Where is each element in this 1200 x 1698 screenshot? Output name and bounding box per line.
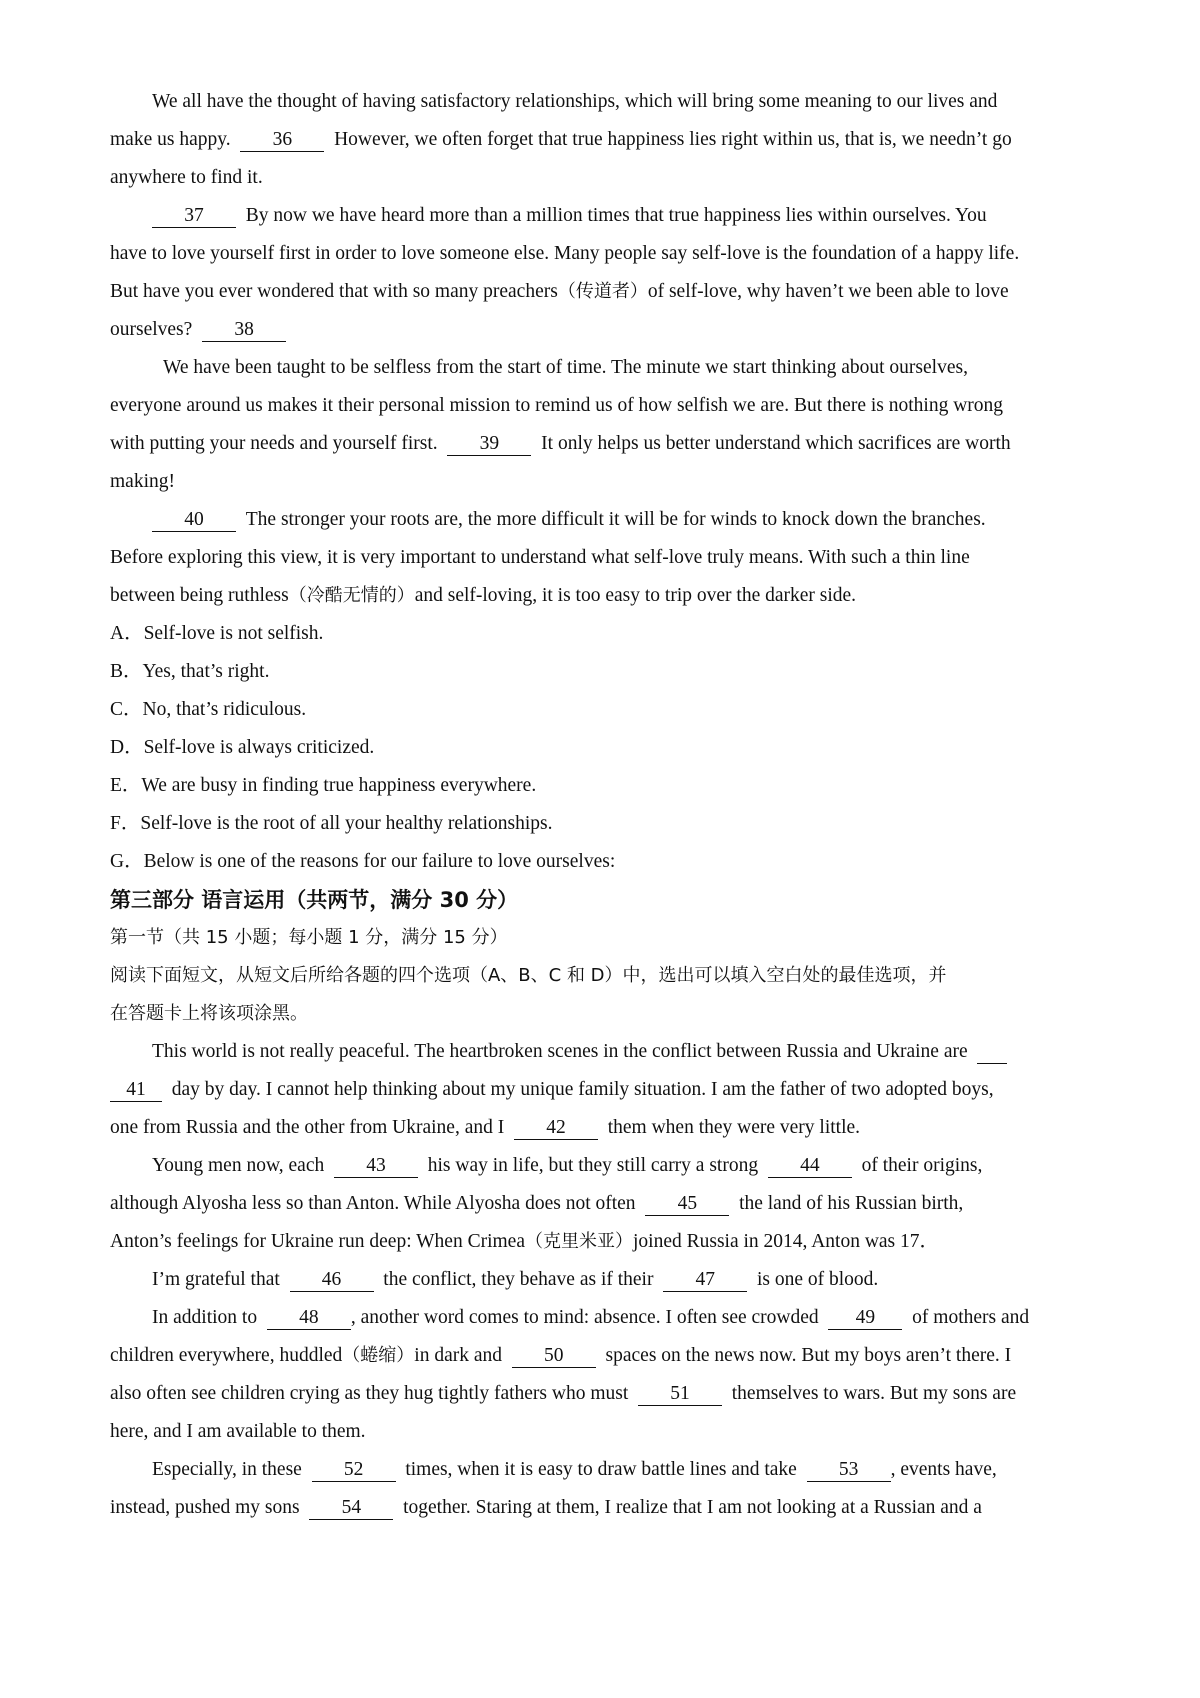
text: ． <box>919 1231 940 1252</box>
blank-48[interactable]: 48 <box>267 1307 351 1330</box>
passage2-line <box>110 1381 1016 1407</box>
blank-43[interactable]: 43 <box>334 1155 418 1178</box>
blank-51[interactable]: 51 <box>638 1383 722 1406</box>
text: together. Staring at them, I realize that I am not looking at a Russian and a <box>403 1497 982 1518</box>
text: making! <box>110 471 175 492</box>
passage2-line <box>110 1343 1011 1369</box>
text: the land of his Russian birth, <box>739 1193 964 1214</box>
passage1-line <box>110 431 1011 457</box>
blank-42[interactable]: 42 <box>514 1117 598 1140</box>
section-subtitle: 第一节（共 15 小题；每小题 1 分，满分 15 分） <box>110 927 508 948</box>
text: It only helps us better understand which sacrifices are worth <box>541 433 1011 454</box>
passage1-line <box>110 241 1019 267</box>
option-b: B．Yes, that’s right. <box>110 661 270 682</box>
text: is one of blood. <box>756 1269 879 1290</box>
text: between being ruthless <box>110 585 289 606</box>
text: spaces on the news now. But my boys aren’t there. I <box>605 1345 1012 1366</box>
text: day by day. I cannot help thinking about my unique family situation. I am the father of two adopted boys, <box>171 1079 994 1100</box>
blank-41-start[interactable] <box>977 1041 1007 1064</box>
text: However, we often forget that true happiness lies right within us, that is, we needn’t go <box>334 129 1012 150</box>
passage1-line <box>152 507 986 533</box>
blank-37[interactable]: 37 <box>152 205 236 228</box>
text: them when they were very little. <box>607 1117 861 1138</box>
passage1-line <box>110 393 1003 419</box>
passage1-line <box>163 355 968 381</box>
text: （冷酷无情的） <box>288 585 415 606</box>
option-a: A．Self-love is not selfish. <box>110 623 324 644</box>
passage2-line <box>110 1229 939 1255</box>
text: , another word comes to mind: absence. I often see crowded <box>350 1307 819 1328</box>
text: in dark and <box>414 1345 503 1366</box>
option-f: F．Self-love is the root of all your healthy relationships. <box>110 813 553 834</box>
text: instead, pushed my sons <box>110 1497 300 1518</box>
blank-54[interactable]: 54 <box>309 1497 393 1520</box>
text: anywhere to find it. <box>110 167 263 188</box>
blank-38[interactable]: 38 <box>202 319 286 342</box>
text: here, and I am available to them. <box>110 1421 366 1442</box>
passage2-line <box>152 1457 997 1483</box>
passage2-line <box>152 1305 1029 1331</box>
text: children everywhere, huddled <box>110 1345 343 1366</box>
text: everyone around us makes it their personal mission to remind us of how selfish we are. But there is nothing wrong <box>110 395 1004 416</box>
blank-53[interactable]: 53 <box>807 1459 891 1482</box>
passage1-line <box>152 203 987 229</box>
text: although Alyosha less so than Anton. While Alyosha does not often <box>110 1193 636 1214</box>
text: Before exploring this view, it is very important to understand what self-love truly means. With such a thin line <box>110 547 970 568</box>
blank-45[interactable]: 45 <box>645 1193 729 1216</box>
blank-52[interactable]: 52 <box>312 1459 396 1482</box>
section-title: 第三部分 语言运用（共两节，满分 30 分） <box>110 888 519 912</box>
text: , events have, <box>890 1459 997 1480</box>
text: The stronger your roots are, the more difficult it will be for winds to knock down the branches. <box>245 509 986 530</box>
text: times, when it is easy to draw battle lines and take <box>405 1459 797 1480</box>
passage1-line <box>110 469 175 495</box>
text: We all have the thought of having satisfactory relationships, which will bring some meaning to our lives and <box>152 91 998 112</box>
blank-41[interactable]: 41 <box>110 1079 162 1102</box>
text: This world is not really peaceful. The heartbroken scenes in the conflict between Russia and Ukraine are <box>152 1041 968 1062</box>
blank-49[interactable]: 49 <box>828 1307 902 1330</box>
option-d: D．Self-love is always criticized. <box>110 737 375 758</box>
text: his way in life, but they still carry a strong <box>427 1155 759 1176</box>
instructions-line: 在答题卡上将该项涂黑。 <box>110 1003 308 1024</box>
text: （蜷缩） <box>342 1345 415 1366</box>
text: of mothers and <box>912 1307 1030 1328</box>
passage2-line <box>152 1153 982 1179</box>
text: ourselves? <box>110 319 193 340</box>
passage1-line <box>110 545 970 571</box>
passage2-line <box>152 1267 878 1293</box>
text: I’m grateful that <box>152 1269 280 1290</box>
text: and self-loving, it is too easy to trip over the darker side. <box>414 585 857 606</box>
text: （传道者） <box>557 281 648 302</box>
text: themselves to wars. But my sons are <box>731 1383 1017 1404</box>
blank-50[interactable]: 50 <box>512 1345 596 1368</box>
passage1-line <box>152 89 997 115</box>
option-g: G．Below is one of the reasons for our failure to love ourselves: <box>110 851 616 872</box>
passage2-line <box>110 1419 366 1445</box>
text: By now we have heard more than a million times that true happiness lies within ourselves. You <box>245 205 987 226</box>
passage1-line <box>110 317 286 343</box>
text: In addition to <box>152 1307 258 1328</box>
text: Young men now, each <box>152 1155 325 1176</box>
text: with putting your needs and yourself first. <box>110 433 438 454</box>
text: （克里米亚） <box>524 1231 633 1252</box>
option-c: C．No, that’s ridiculous. <box>110 699 307 720</box>
text: of self-love, why haven’t we been able to love <box>647 281 1009 302</box>
passage2-line <box>110 1495 982 1521</box>
option-e: E．We are busy in finding true happiness everywhere. <box>110 775 537 796</box>
text: the conflict, they behave as if their <box>383 1269 654 1290</box>
blank-47[interactable]: 47 <box>663 1269 747 1292</box>
passage1-line <box>110 583 856 609</box>
passage2-line <box>110 1191 963 1217</box>
passage2-line <box>110 1115 860 1141</box>
blank-36[interactable]: 36 <box>240 129 324 152</box>
text: make us happy. <box>110 129 231 150</box>
passage1-line <box>110 165 263 191</box>
text: We have been taught to be selfless from the start of time. The minute we start thinking about ourselves, <box>163 357 968 378</box>
passage2-line <box>110 1077 994 1103</box>
text: also often see children crying as they hug tightly fathers who must <box>110 1383 629 1404</box>
text: of their origins, <box>861 1155 983 1176</box>
text: one from Russia and the other from Ukraine, and I <box>110 1117 505 1138</box>
passage1-line <box>110 279 1009 305</box>
text: joined Russia in 2014, Anton was 17 <box>632 1231 920 1252</box>
instructions-line: 阅读下面短文，从短文后所给各题的四个选项（A、B、C 和 D）中，选出可以填入空白处的最佳选项，并 <box>110 965 947 986</box>
text: have to love yourself first in order to love someone else. Many people say self-love is the foundation of a happy life. <box>110 243 1020 264</box>
blank-39[interactable]: 39 <box>447 433 531 456</box>
text: But have you ever wondered that with so many preachers <box>110 281 558 302</box>
passage2-line <box>152 1039 1007 1065</box>
blank-46[interactable]: 46 <box>290 1269 374 1292</box>
blank-44[interactable]: 44 <box>768 1155 852 1178</box>
blank-40[interactable]: 40 <box>152 509 236 532</box>
text: Anton’s feelings for Ukraine run deep: When Crimea <box>110 1231 525 1252</box>
text: Especially, in these <box>152 1459 302 1480</box>
passage1-line <box>110 127 1012 153</box>
